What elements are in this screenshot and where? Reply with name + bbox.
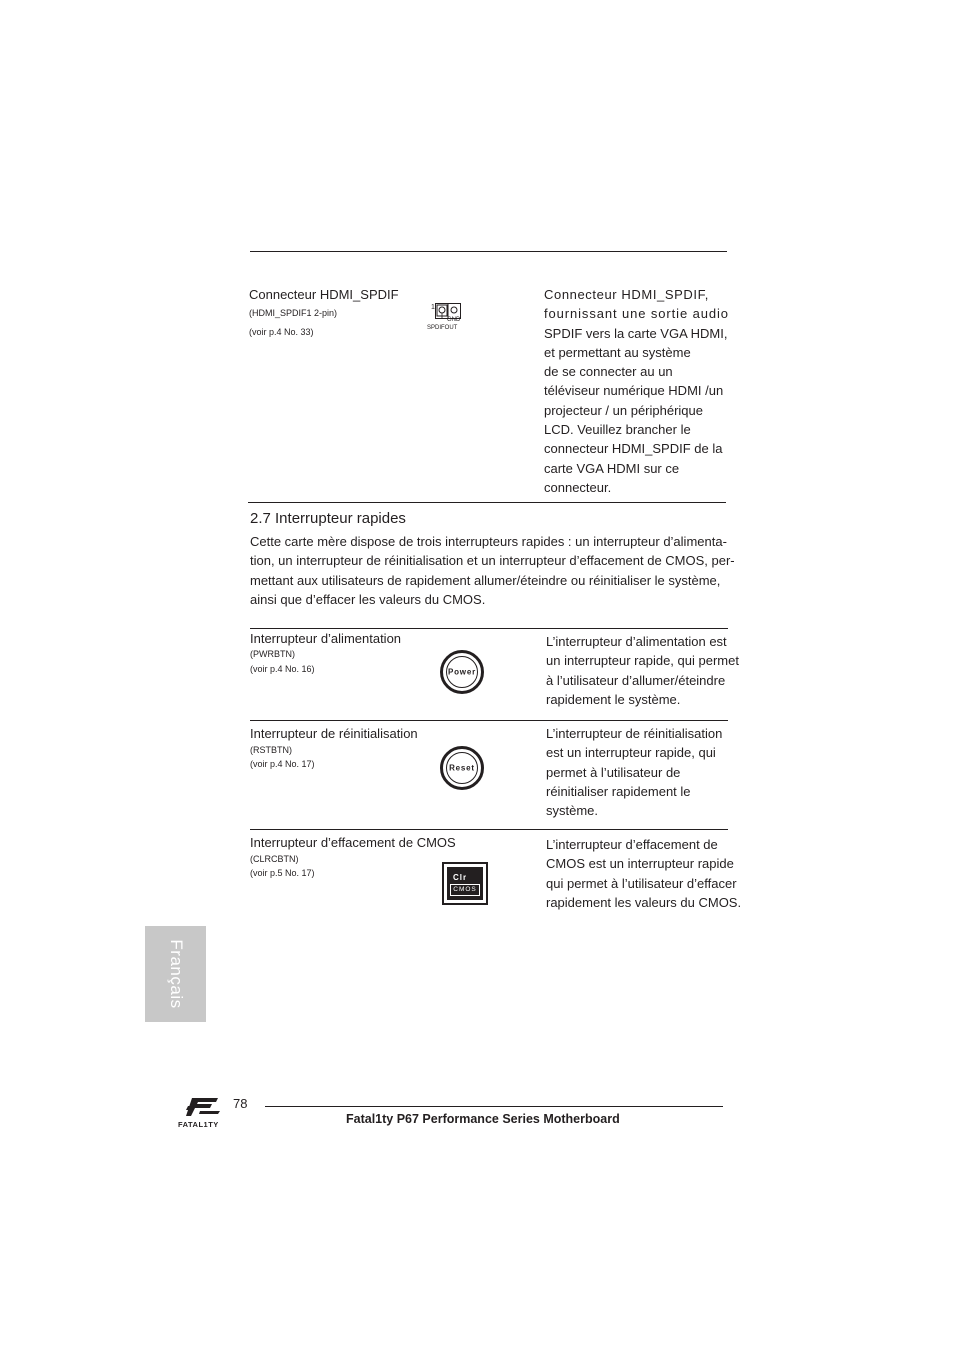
desc-line: un interrupteur rapide, qui permet [546, 653, 739, 669]
power-ref: (voir p.4 No. 16) [250, 664, 315, 674]
hdmi-spdif-connector-diagram [426, 302, 470, 336]
row-divider [250, 720, 728, 721]
desc-line: téléviseur numérique HDMI /un [544, 383, 724, 399]
cmos-ref: (voir p.5 No. 17) [250, 868, 315, 878]
desc-line: CMOS est un interrupteur rapide [546, 856, 734, 872]
power-button-label: Power [447, 667, 476, 677]
intro-line: mettant aux utilisateurs de rapidement allumer/éteindre ou réinitialiser le système, [250, 572, 721, 588]
hdmi-description [544, 285, 729, 497]
desc-line: et permettant au système [544, 344, 691, 360]
desc-line: à l’utilisateur d’allumer/éteindre [546, 672, 726, 688]
desc-line: SPDIF vers la carte VGA HDMI, [544, 325, 728, 341]
intro-line: Cette carte mère dispose de trois interrupteurs rapides : un interrupteur d’alimenta- [250, 534, 727, 549]
desc-line: fournissant une sortie audio [544, 306, 729, 322]
desc-line: système. [546, 803, 599, 819]
clear-cmos-button-face [447, 867, 483, 900]
cmos-subtitle: (CLRCBTN) [250, 854, 299, 864]
clear-cmos-label-top: Clr [453, 873, 468, 882]
desc-line: est un interrupteur rapide, qui [546, 745, 716, 761]
power-description [546, 632, 739, 709]
desc-line: réinitialiser rapidement le [546, 783, 691, 799]
power-title: Interrupteur d’alimentation [250, 631, 402, 646]
language-label: Français [166, 939, 186, 1009]
desc-line: LCD. Veuillez brancher le [544, 422, 691, 438]
hdmi-subtitle: (HDMI_SPDIF1 2-pin) [249, 308, 338, 318]
hdmi-ref: (voir p.4 No. 33) [249, 327, 314, 337]
desc-line: carte VGA HDMI sur ce [544, 460, 680, 476]
reset-ref: (voir p.4 No. 17) [250, 759, 315, 769]
footer-title: Fatal1ty P67 Performance Series Motherboard [346, 1112, 620, 1126]
footer-rule [265, 1106, 723, 1107]
clear-cmos-button-icon [442, 862, 488, 905]
section-heading: 2.7 Interrupteur rapides [250, 510, 406, 527]
intro-line: ainsi que d’effacer les valeurs du CMOS. [250, 591, 486, 607]
desc-line: de se connecter au un [544, 364, 673, 380]
desc-line: projecteur / un périphérique [544, 402, 703, 418]
desc-line: Connecteur HDMI_SPDIF, [544, 287, 709, 302]
desc-line: rapidement le système. [546, 691, 681, 707]
page-number: 78 [233, 1096, 248, 1111]
desc-line: L’interrupteur d’alimentation est [546, 634, 727, 649]
cmos-title: Interrupteur d’effacement de CMOS [250, 835, 456, 850]
desc-line: L’interrupteur de réinitialisation [546, 726, 723, 741]
desc-line: connecteur. [544, 479, 612, 495]
language-side-tab [145, 926, 206, 1022]
hdmi-title: Connecteur HDMI_SPDIF [249, 287, 399, 302]
desc-line: rapidement les valeurs du CMOS. [546, 894, 742, 910]
power-subtitle: (PWRBTN) [250, 649, 295, 659]
cmos-description [546, 835, 741, 912]
reset-subtitle: (RSTBTN) [250, 745, 292, 755]
clear-cmos-label-bottom: CMOS [450, 884, 480, 896]
desc-line: L’interrupteur d’effacement de [546, 837, 718, 852]
reset-title: Interrupteur de réinitialisation [250, 726, 418, 741]
gnd-label: GND [447, 317, 461, 323]
section-divider [248, 502, 726, 503]
desc-line: permet à l’utilisateur de [546, 764, 681, 780]
desc-line: qui permet à l’utilisateur d’effacer [546, 875, 737, 891]
top-divider [250, 251, 727, 252]
pin1-label: 1 [431, 304, 435, 311]
reset-description [546, 724, 722, 820]
desc-line: connecteur HDMI_SPDIF de la [544, 441, 723, 457]
reset-button-label: Reset [449, 763, 475, 773]
logo-text: FATAL1TY [178, 1120, 219, 1129]
intro-line: tion, un interrupteur de réinitialisation et un interrupteur d’effacement de CMOS, per- [250, 553, 735, 569]
reset-button-icon [440, 746, 484, 790]
section-intro [250, 532, 735, 609]
spdifout-label: SPDIFOUT [427, 325, 458, 331]
fatal1ty-logo [178, 1094, 230, 1134]
power-button-icon [440, 650, 484, 694]
row-divider [250, 829, 728, 830]
